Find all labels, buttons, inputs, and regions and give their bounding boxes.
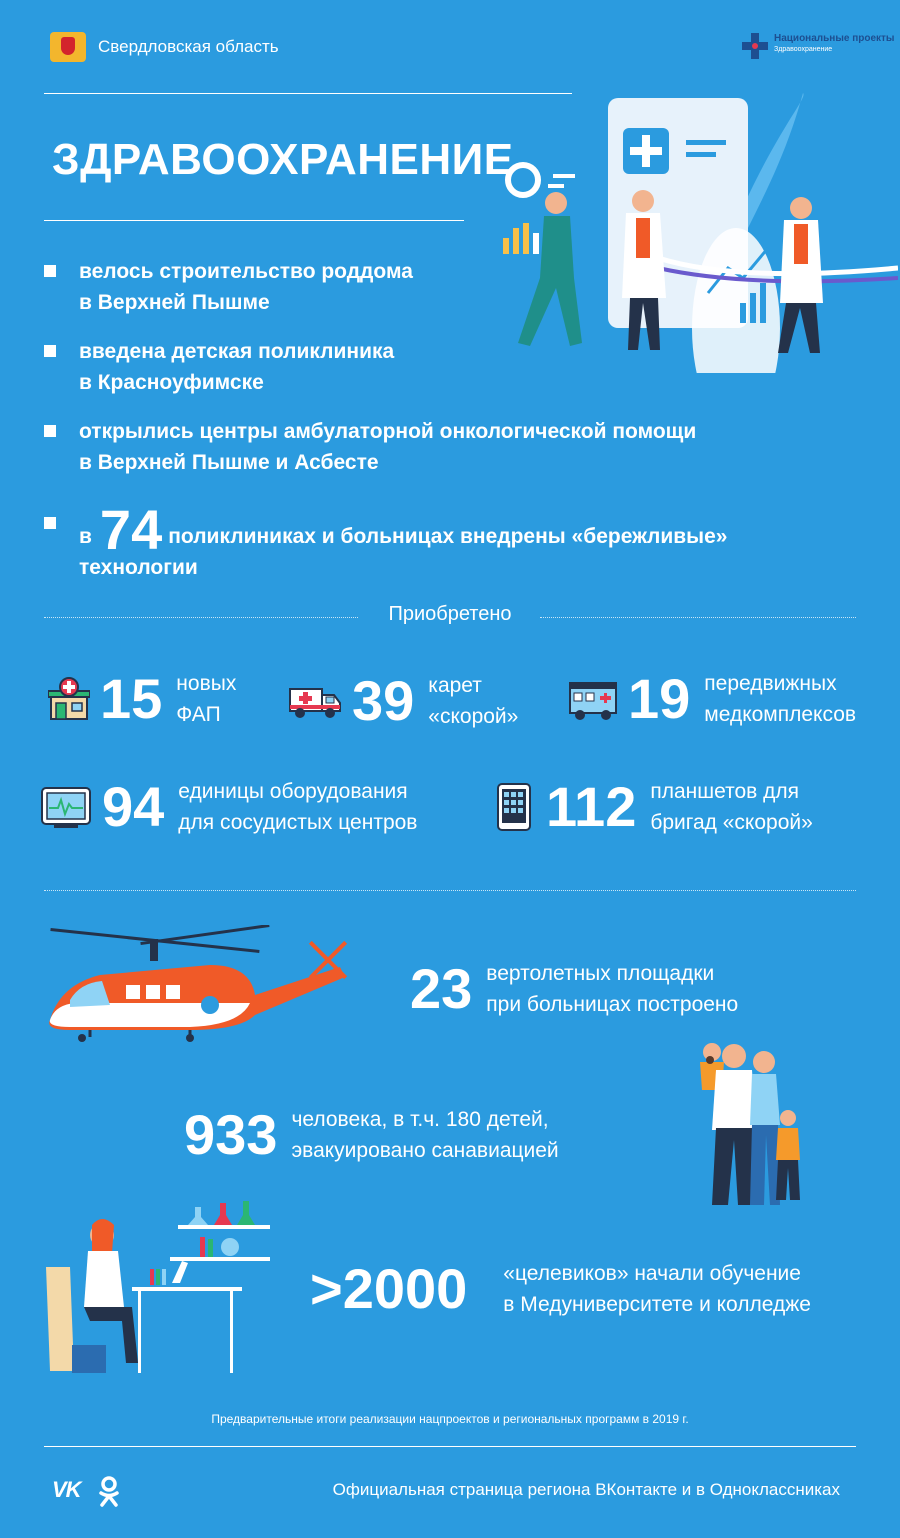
national-projects-subtitle: Здравоохранение [774,46,833,53]
bullet-line: в Верхней Пышме [79,291,270,314]
stat-number: >2000 [310,1257,468,1320]
stat-feldsher-points [48,668,236,730]
bullet-line: велось строительство роддома [79,260,413,283]
footnote: Предварительные итоги реализации нацпроектов и региональных программ в 2019 г. [211,1412,689,1426]
vk-icon[interactable]: VK [52,1477,81,1502]
bullet-children-clinic [44,336,394,398]
bullet-line: в Верхней Пышме и Асбесте [79,451,379,474]
helicopter-illustration [40,925,370,1050]
stat-label: карет [428,674,482,697]
lean-clinics-number: 74 [99,498,163,561]
national-projects-logo [742,33,894,59]
ambulance-icon [288,681,342,721]
doctor-1-body [540,216,574,278]
stat-mobile-complexes [568,668,856,730]
clinic-icon [48,677,90,721]
bullet-line: в Красноуфимске [79,371,264,394]
stat-label: вертолетных площадки [486,962,715,985]
footer-divider [44,1446,856,1447]
doctor-1-head [545,192,567,214]
medical-staff-illustration [478,88,898,373]
stat-label: в Медуниверситете и колледже [503,1293,811,1316]
doctor-2-head [632,190,654,212]
stat-label: ФАП [176,703,221,726]
stat-number: 15 [100,667,163,730]
stat-label: передвижных [704,672,837,695]
bullet-marker [44,517,56,529]
acquired-label: Приобретено [388,603,512,625]
stat-label: планшетов для [650,780,800,803]
coat-of-arms-icon [50,32,86,62]
stat-number: 94 [102,775,165,838]
donut-chart-icon [508,165,538,195]
doctor-3-head [790,197,812,219]
stat-helipads [400,958,738,1020]
bullet-line: открылись центры амбулаторной онкологической помощи [79,420,697,443]
stat-number: 23 [410,957,473,1020]
bullet-line: введена детская поликлиника [79,340,395,363]
bullet-marker [44,425,56,437]
stat-ambulances [288,670,518,732]
stat-label: единицы оборудования [178,780,408,803]
stat-number: 112 [546,775,637,838]
stat-vascular-equipment [40,776,417,838]
section-divider [44,890,856,891]
stat-evacuated [174,1104,559,1166]
stat-tablets [490,776,813,838]
stat-number: 39 [352,669,415,732]
stat-label: для сосудистых центров [178,811,418,834]
stat-label: при больницах построено [486,993,739,1016]
bullet-prefix: в [79,525,92,548]
stat-label: человека, в т.ч. 180 детей, [291,1108,549,1131]
star-of-life-icon [201,996,219,1014]
stat-label: новых [176,672,237,695]
region-name: Свердловская область [98,37,279,56]
bullet-line: поликлиниках и больницах внедрены «бережливые» [168,525,728,548]
bullet-marker [44,265,56,277]
bullet-marker [44,345,56,357]
title-divider [44,220,464,221]
bullet-maternity-hospital [44,256,413,318]
official-page-link[interactable]: Официальная страница региона ВКонтакте и в Одноклассниках [332,1480,840,1499]
laboratory-illustration [40,1195,280,1380]
stat-label: бригад «скорой» [650,811,813,834]
bullet-line: технологии [79,556,198,579]
bullet-lean-technologies [44,498,728,583]
stat-label: «скорой» [428,705,519,728]
page-title: ЗДРАВООХРАНЕНИЕ [52,135,514,184]
stat-number: 933 [184,1103,278,1166]
stat-label: медкомплексов [704,703,857,726]
family-illustration [672,1040,812,1220]
tablet-icon [490,782,536,832]
section-divider-right [540,617,856,618]
heart-monitor-icon [40,784,92,830]
stat-students [300,1258,811,1320]
mobile-medical-complex-icon [568,677,618,721]
stat-label: «целевиков» начали обучение [503,1262,801,1285]
national-projects-icon [742,33,768,59]
stat-number: 19 [628,667,691,730]
stat-label: эвакуировано санавиацией [291,1139,559,1162]
bullet-oncology-centers [44,416,696,478]
region-header [50,32,279,62]
national-projects-title: Национальные проекты [774,33,895,44]
odnoklassniki-icon[interactable] [98,1476,120,1508]
